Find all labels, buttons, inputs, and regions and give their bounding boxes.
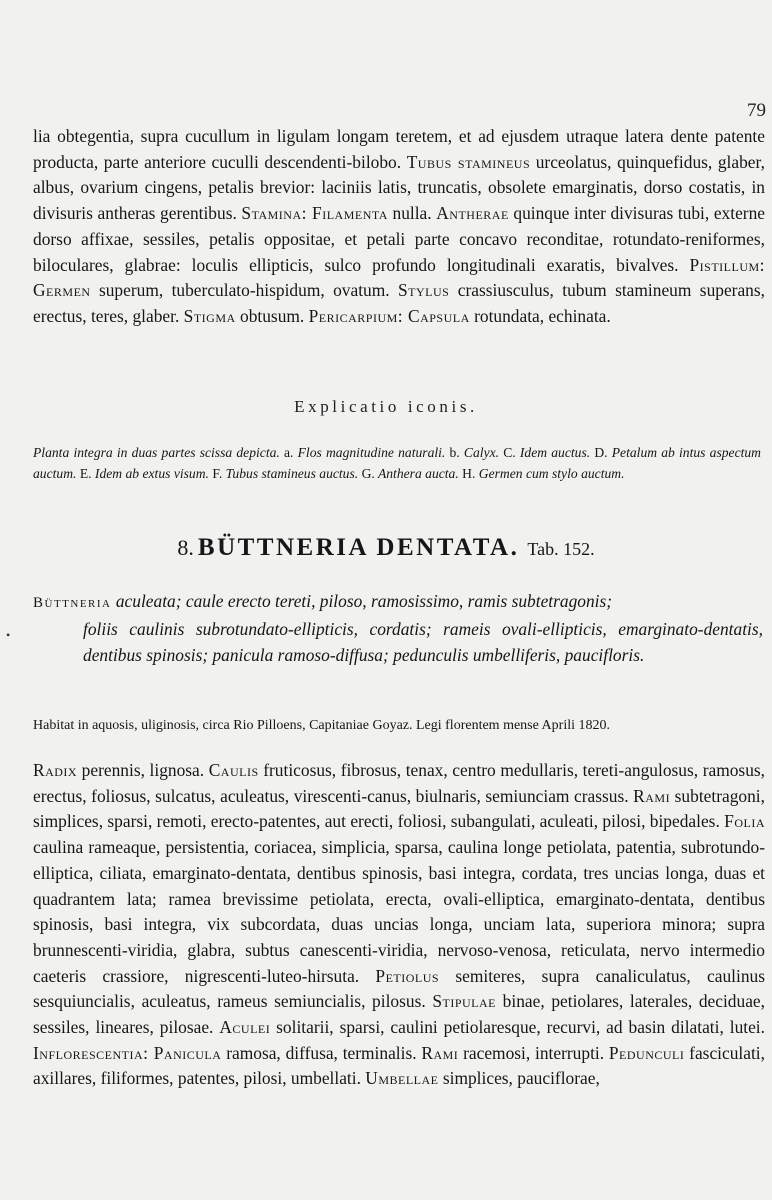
text-run: obtusum. [235, 305, 309, 326]
text-run: superum, tuberculato-hispidum, ovatum. [90, 280, 398, 301]
diagnosis-continuation: foliis caulinis subrotundato-ellipticis, cordatis; rameis ovali-ellipticis, emarginato-dentatis, dentibus spinosis; panicula ramoso-diffusa; pedunculis umbelliferis, paucifloris. [83, 619, 763, 665]
diagnosis-first-line [33, 588, 763, 616]
term-pistillum: Pistillum: Germen [33, 254, 765, 301]
figure-legend [33, 442, 761, 484]
text-run: urceolatus, quinquefidus, glaber, albus, ovarium cingens, petalis brevior: laciniis latis, truncatis, obsolete emarginatis, dorso costatis, in divisuris antheras gerentibus. [33, 151, 765, 224]
legend-text: Anthera aucta. [374, 466, 463, 481]
legend-key: G. [361, 466, 375, 481]
text-run: crassiusculus, tubum stamineum superans, erectus, teres, glaber. [33, 280, 765, 326]
legend-key: E. [79, 466, 92, 481]
legend-key: F. [212, 466, 223, 481]
text-run: subtetragoni, simplices, sparsi, remoti, erecto-patentes, aut erecti, foliosi, subangulati, aculeati, pilosi, bipedales. [33, 785, 765, 832]
explicatio-heading: Explicatio iconis. [294, 397, 478, 416]
text-run: solitarii, sparsi, caulini petiolaresque, recurvi, ad basin dilatati, lutei. [270, 1017, 765, 1038]
text-run: fasciculati, axillares, filiformes, patentes, pilosi, umbellati. [33, 1042, 765, 1089]
legend-key: H. [462, 466, 476, 481]
legend-key: D. [594, 445, 608, 460]
text-run: semiteres, supra canaliculatus, caulinus sesquiuncialis, aculeatus, rameus semiuncialis, pilosus. [33, 965, 765, 1012]
plate-reference: Tab. 152. [527, 539, 595, 559]
legend-key: C. [503, 445, 516, 460]
text-run: simplices, pauciflorae, [438, 1068, 600, 1089]
term-rami: Rami [633, 785, 671, 806]
species-number: 8. [177, 535, 194, 560]
genus-name: Büttneria [33, 595, 112, 611]
legend-text: Idem auctus. [515, 445, 595, 460]
term-aculei: Aculei [219, 1017, 271, 1038]
term-radix: Radix [33, 760, 78, 780]
description-paragraph-continued [33, 124, 765, 330]
diagnosis-text: aculeata; caule erecto tereti, piloso, ramosissimo, ramis subtetragonis; [111, 591, 613, 611]
species-name: BÜTTNERIA DENTATA. [197, 534, 520, 561]
text-run: binae, petiolares, laterales, deciduae, sessiles, lineares, pilosae. [33, 991, 765, 1038]
text-run: caulina rameaque, persistentia, coriacea, simplicia, sparsa, caulina longe petiolata, patentia, subrotundo-elliptica, ciliata, emarginato-dentata, dentibus spinosis, basi integra, cordata, tres uncias longa, duas et quadrantem lata; ramea brevissime petiolata, erecta, ovali-elliptica, emarginato-dentata, dentibus spinosis, basi integra, vix subcordata, duas uncias longa, unciam lata, superiora minora; supra brunnescenti-viridia, glabra, subtus canescenti-viridia, nervoso-venosa, reticulata, nervo intermedio caeteris crassiore, nigrescenti-luteo-hirsuta. [33, 837, 765, 986]
legend-text: Petalum ab intus aspectum auctum. [33, 445, 761, 481]
habitat-note: Habitat in aquosis, uliginosis, circa Rio Pilloens, Capitaniae Goyaz. Legi florentem mense Aprili 1820. [33, 718, 611, 733]
term-stylus: Stylus [398, 280, 450, 301]
term-tubus-stamineus: Tubus stamineus [406, 151, 531, 172]
legend-text: Tubus stamineus auctus. [222, 466, 362, 481]
legend-key: a. [283, 445, 294, 460]
term-pedunculi: Pedunculi [608, 1042, 685, 1063]
legend-text: Calyx. [459, 445, 504, 460]
text-run: quinque inter divisuras tubi, externe dorso affixae, sessiles, petalis oppositae, et petali parte concavo reconditae, rotundato-reniformes, biloculares, glabrae: loculis ellipticis, sulco profundo longitudinali exaratis, bivalves. [33, 203, 765, 275]
term-pericarpium: Pericarpium: Capsula [308, 305, 470, 326]
description-paragraph [33, 758, 765, 1092]
text-run: fruticosus, fibrosus, tenax, centro medullaris, tereti-angulosus, ramosus, erectus, foliosus, sulcatus, aculeatus, virescenti-canus, biulnaris, semiunciam crassus. [33, 760, 766, 806]
text-run: rotundata, echinata. [469, 305, 611, 326]
legend-text: Planta integra in duas partes scissa depicta. [33, 445, 284, 460]
legend-text: Idem ab extus visum. [91, 466, 213, 481]
term-stigma: Stigma [183, 305, 236, 326]
term-rami: Rami [421, 1042, 459, 1063]
page-number: 79 [747, 100, 766, 121]
species-diagnosis [33, 588, 763, 668]
term-petiolus: Petiolus [375, 965, 440, 986]
legend-text: Flos magnitudine naturali. [293, 445, 450, 460]
term-inflorescentia: Inflorescentia: Panicula [33, 1042, 222, 1063]
text-run: lia obtegentia, supra cucullum in ligulam longam teretem, et ad ejusdem utraque latera dente patente producta, parte anteriore cuculli descendenti-bilobo. [33, 126, 765, 172]
term-antherae: Antherae [436, 203, 509, 224]
term-caulis: Caulis [208, 760, 259, 780]
text-run: nulla. [387, 203, 437, 224]
term-stipulae: Stipulae [432, 991, 497, 1012]
margin-mark: • [6, 628, 11, 642]
term-umbellae: Umbellae [365, 1068, 439, 1089]
legend-key: b. [449, 445, 460, 460]
term-stamina: Stamina: Filamenta [241, 203, 388, 224]
species-heading [0, 534, 772, 562]
text-run: racemosi, interrupti. [458, 1042, 609, 1063]
text-run: perennis, lignosa. [77, 760, 209, 780]
legend-text: Germen cum stylo auctum. [475, 466, 625, 481]
text-run: ramosa, diffusa, terminalis. [221, 1042, 422, 1063]
term-folia: Folia [724, 811, 765, 832]
